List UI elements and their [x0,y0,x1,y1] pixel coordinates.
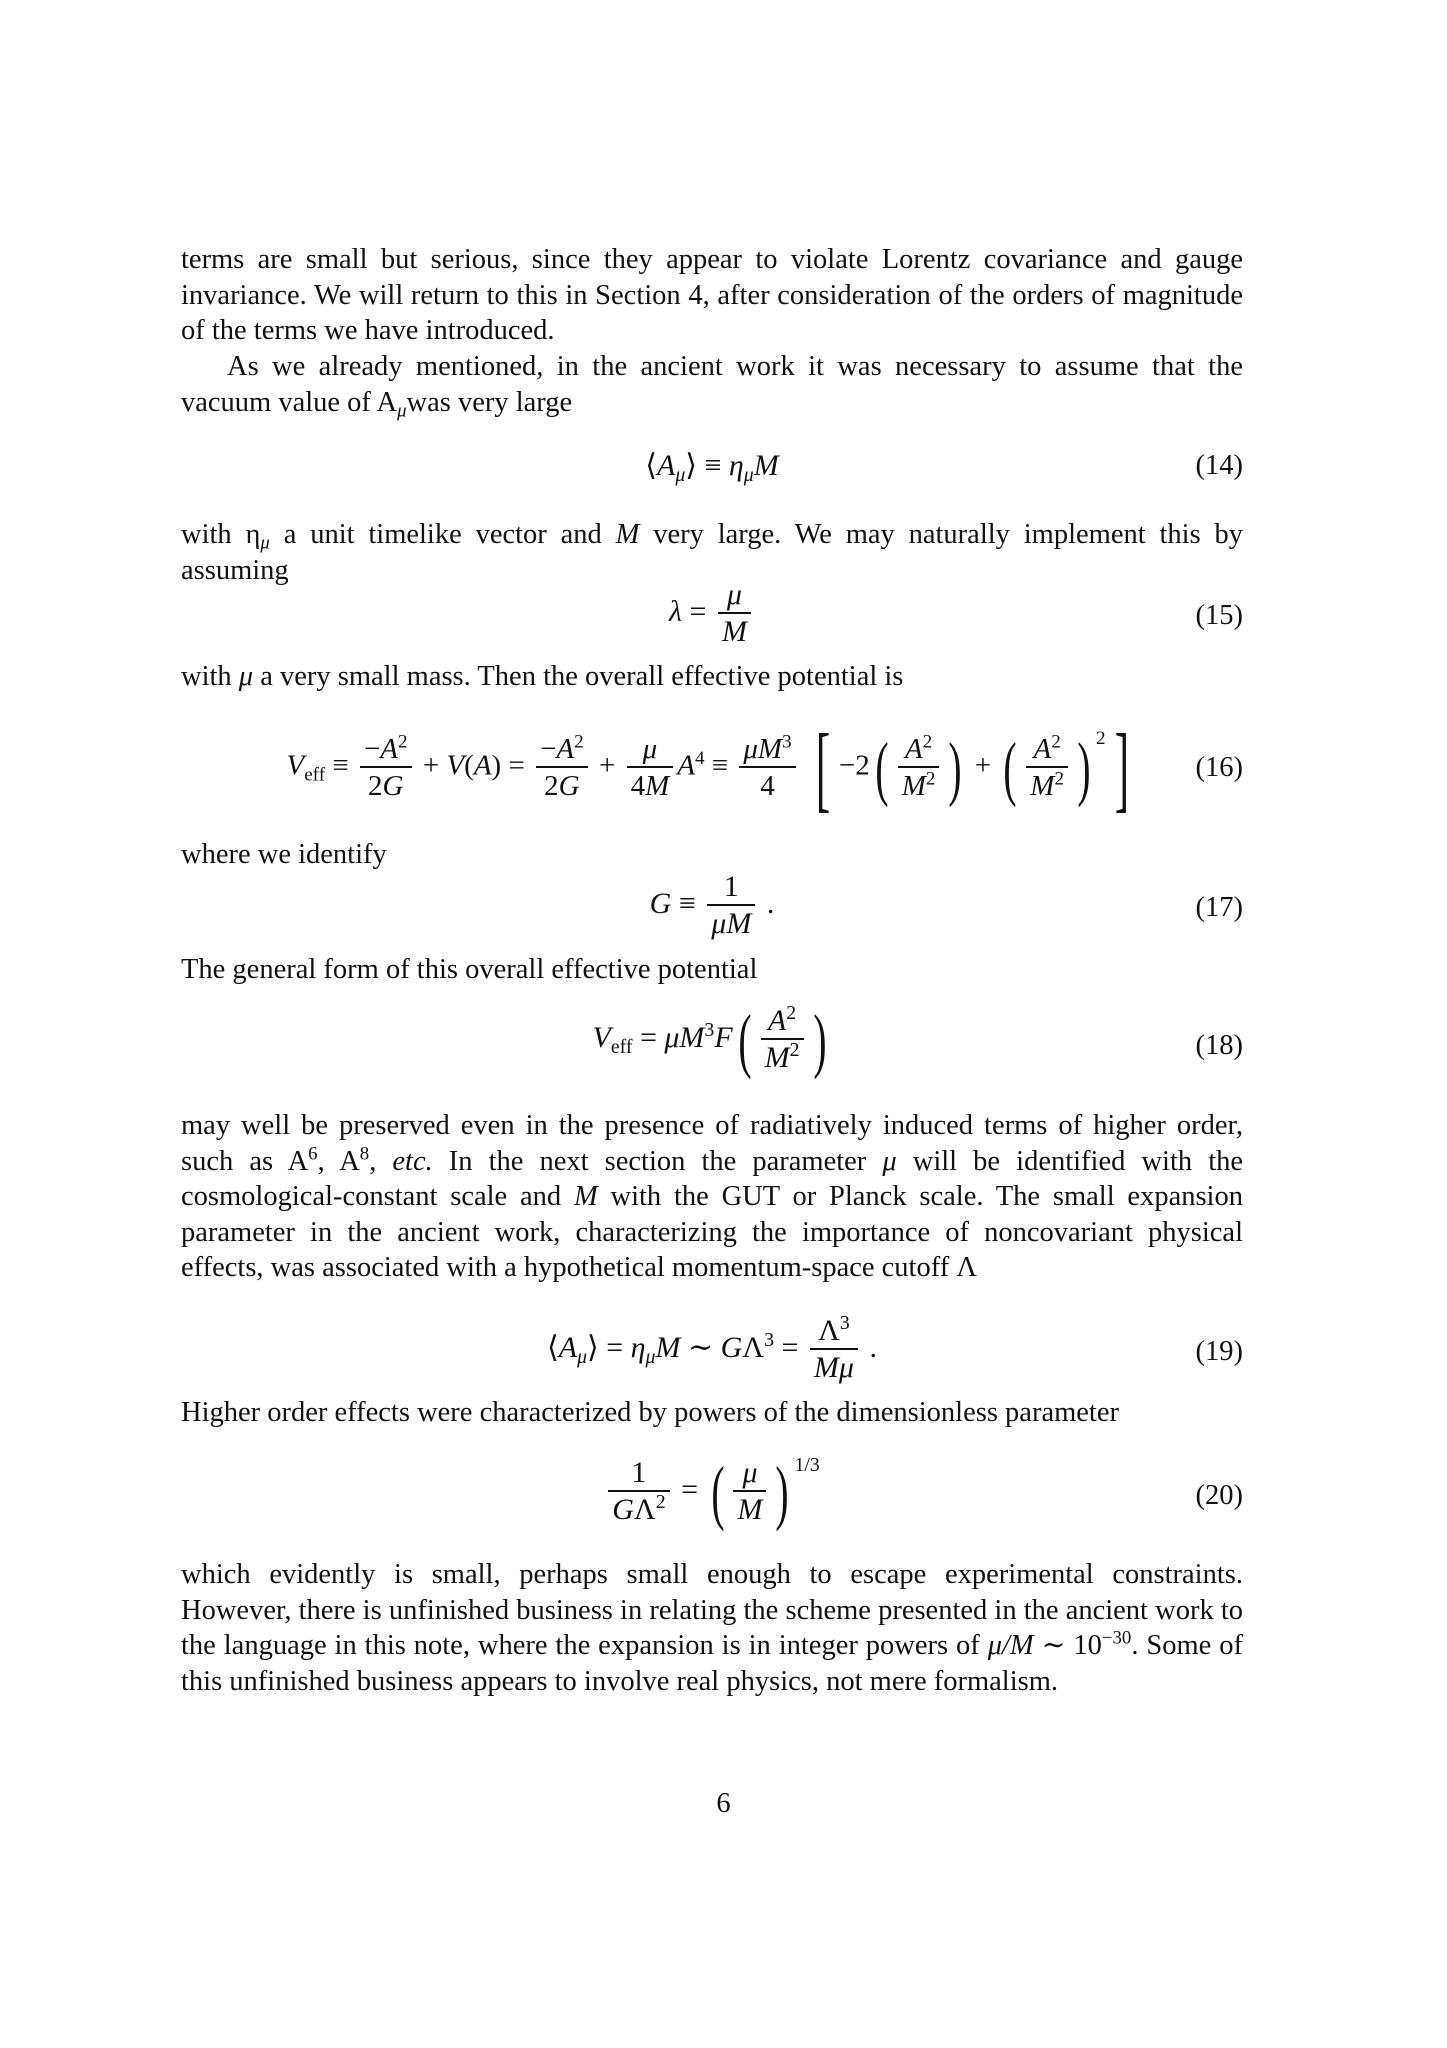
equation-18-number: (18) [1195,1030,1243,1061]
equation-16-body: $V_{eff}$ ≡ $\frac{-A^2}{2G}$ + V(A) = $\frac{-A^2}{2G}$ + $\frac{\mu}{4M}$ $A^4$ ≡ $\frac{\mu M^3}{4}$ [ −2( $\frac{A^2}{M^2}$ ) + ( $\frac{A^2}{M^2}$ ) $^2$] [286,714,1129,821]
paragraph-where-identify: where we identify [181,839,387,870]
equation-17 [181,870,1243,946]
page-number: 6 [716,1788,731,1819]
paragraph-small-mass: with μ a very small mass. Then the overall effective potential is [181,661,904,692]
paragraph-unfinished-business: which evidently is small, perhaps small enough to escape experimental constraints. However, there is unfinished business in relating the scheme presented in the ancient work to the language in this note, where the expansion is in integer powers of μ/M ∼ $10^{-30}$. Some of this unfinished business appears to involve real physics, not mere formalism. [181,1559,1243,1697]
equation-14 [181,448,1243,488]
equation-15-body: λ = $\frac{\mu}{M}$ [181,578,1243,650]
paragraph-terms-small: terms are small but serious, since they appear to violate Lorentz covariance and gauge invariance. We will return to this in Section 4, after consideration of the orders of magnitude of the terms we have introduced. [181,244,1243,346]
equation-16 [181,714,1243,821]
equation-19-body: $⟨A_\mu⟩ = \eta_\mu M$ ∼ $G\Lambda^3$ = $\frac{\Lambda^3}{M\mu}$ . [547,1312,877,1384]
equation-16-number: (16) [1195,752,1243,783]
equation-15 [181,578,1243,654]
equation-17-body: G ≡ $\frac{1}{\mu M}$ . [649,870,775,940]
equation-15-number: (15) [1195,600,1243,631]
equation-14-body: $⟨A_\mu⟩ \equiv \eta_\mu M$ [645,449,779,486]
paragraph-radiatively-induced: may well be preserved even in the presence of radiatively induced terms of higher order, such as $A^6$, $A^8$, etc. In the next section the parameter μ will be identified with the cosmological-constant scale and M with the GUT or Planck scale. The small expansion parameter in the ancient work, characterizing the importance of noncovariant physical effects, was associated with a hypothetical momentum-space cutoff Λ [181,1110,1244,1283]
equation-19-number: (19) [1195,1336,1243,1367]
equation-20-number: (20) [1195,1480,1243,1511]
equation-14-number: (14) [1195,450,1243,481]
equation-18-body: $V_{eff} = \mu M^3F$( $\frac{A^2}{M^2}$ ) [592,1000,827,1080]
equation-20-body: $\frac{1}{G\Lambda^2}$ = ( $\frac{\mu}{M}$ ) $^{1/3}$ [181,1456,1243,1528]
equation-18 [181,1000,1243,1094]
equation-20 [181,1452,1243,1546]
paragraph-ancient-work: As we already mentioned, in the ancient work it was necessary to assume that the vacuum value of $A_\mu was$ very large [181,351,1243,422]
paragraph-higher-order: Higher order effects were characterized by powers of the dimensionless parameter [181,1397,1119,1428]
paragraph-general-form: The general form of this overall effective potential [181,954,758,985]
equation-19 [181,1314,1243,1390]
paragraph-unit-timelike: with $\eta_\mu$ a unit timelike vector and M very large. We may naturally implement this by assuming [181,519,1243,586]
equation-17-number: (17) [1195,892,1243,923]
